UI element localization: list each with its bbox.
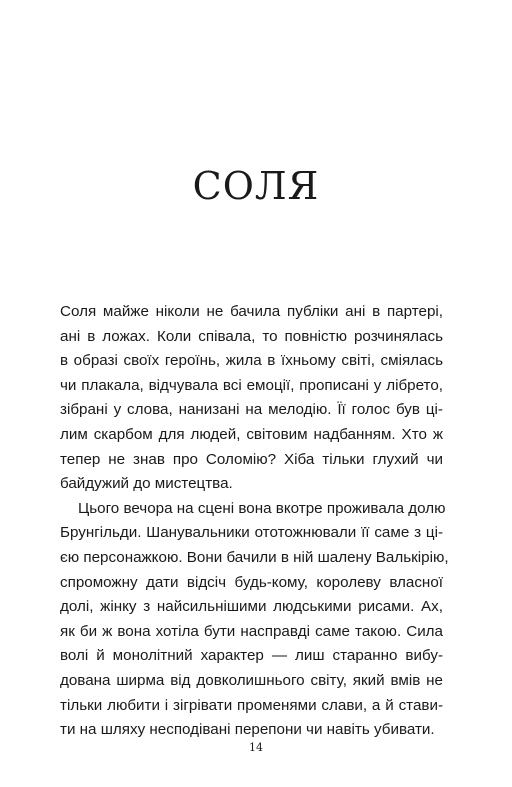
text-line: Цього вечора на сцені вона вкотре проживала долю <box>78 499 446 517</box>
page-number: 14 <box>249 741 263 754</box>
paragraph-1 <box>60 300 443 497</box>
text-line: байдужий до мистецтва. <box>60 475 233 493</box>
text-line: ти на шляху несподівані перепони чи навіть убивати. <box>60 721 435 739</box>
body-text <box>60 300 449 743</box>
text-line: спроможну дати відсіч будь-кому, королеву власної <box>60 573 443 591</box>
text-line: тепер не знав про Соломію? Хіба тільки глухий чи <box>60 450 443 468</box>
text-line: ані в ложах. Коли співала, то повністю розчинялась <box>60 327 443 345</box>
text-line: Соля майже ніколи не бачила публіки ані в партері, <box>60 303 443 320</box>
text-line: волі й монолітний характер — лиш старанно вибу- <box>60 647 443 665</box>
text-line: в образі своїх героїнь, жила в їхньому світі, сміялась <box>60 352 443 370</box>
text-line: чи плакала, відчувала всі емоції, прописані у лібрето, <box>60 376 443 394</box>
chapter-title: СОЛЯ <box>192 164 320 208</box>
text-line: зібрані у слова, нанизані на мелодію. Її голос був ці- <box>60 401 443 419</box>
text-line: тільки любити і зігрівати променями слави, а й стави- <box>60 696 443 714</box>
text-line: Брунгільди. Шанувальники ототожнювали її саме з ці- <box>60 524 443 542</box>
text-line: як би ж вона хотіла бути насправді саме такою. Сила <box>60 622 443 640</box>
text-line: лим скарбом для людей, світовим надбанням. Хто ж <box>60 425 443 443</box>
text-line: єю персонажкою. Вони бачили в ній шалену Валькірію, <box>60 548 449 566</box>
text-line: дована ширма від довколишнього світу, який вмів не <box>60 671 443 689</box>
paragraph-2 <box>60 497 449 743</box>
text-line: долі, жінку з найсильнішими людськими рисами. Ах, <box>60 598 443 616</box>
